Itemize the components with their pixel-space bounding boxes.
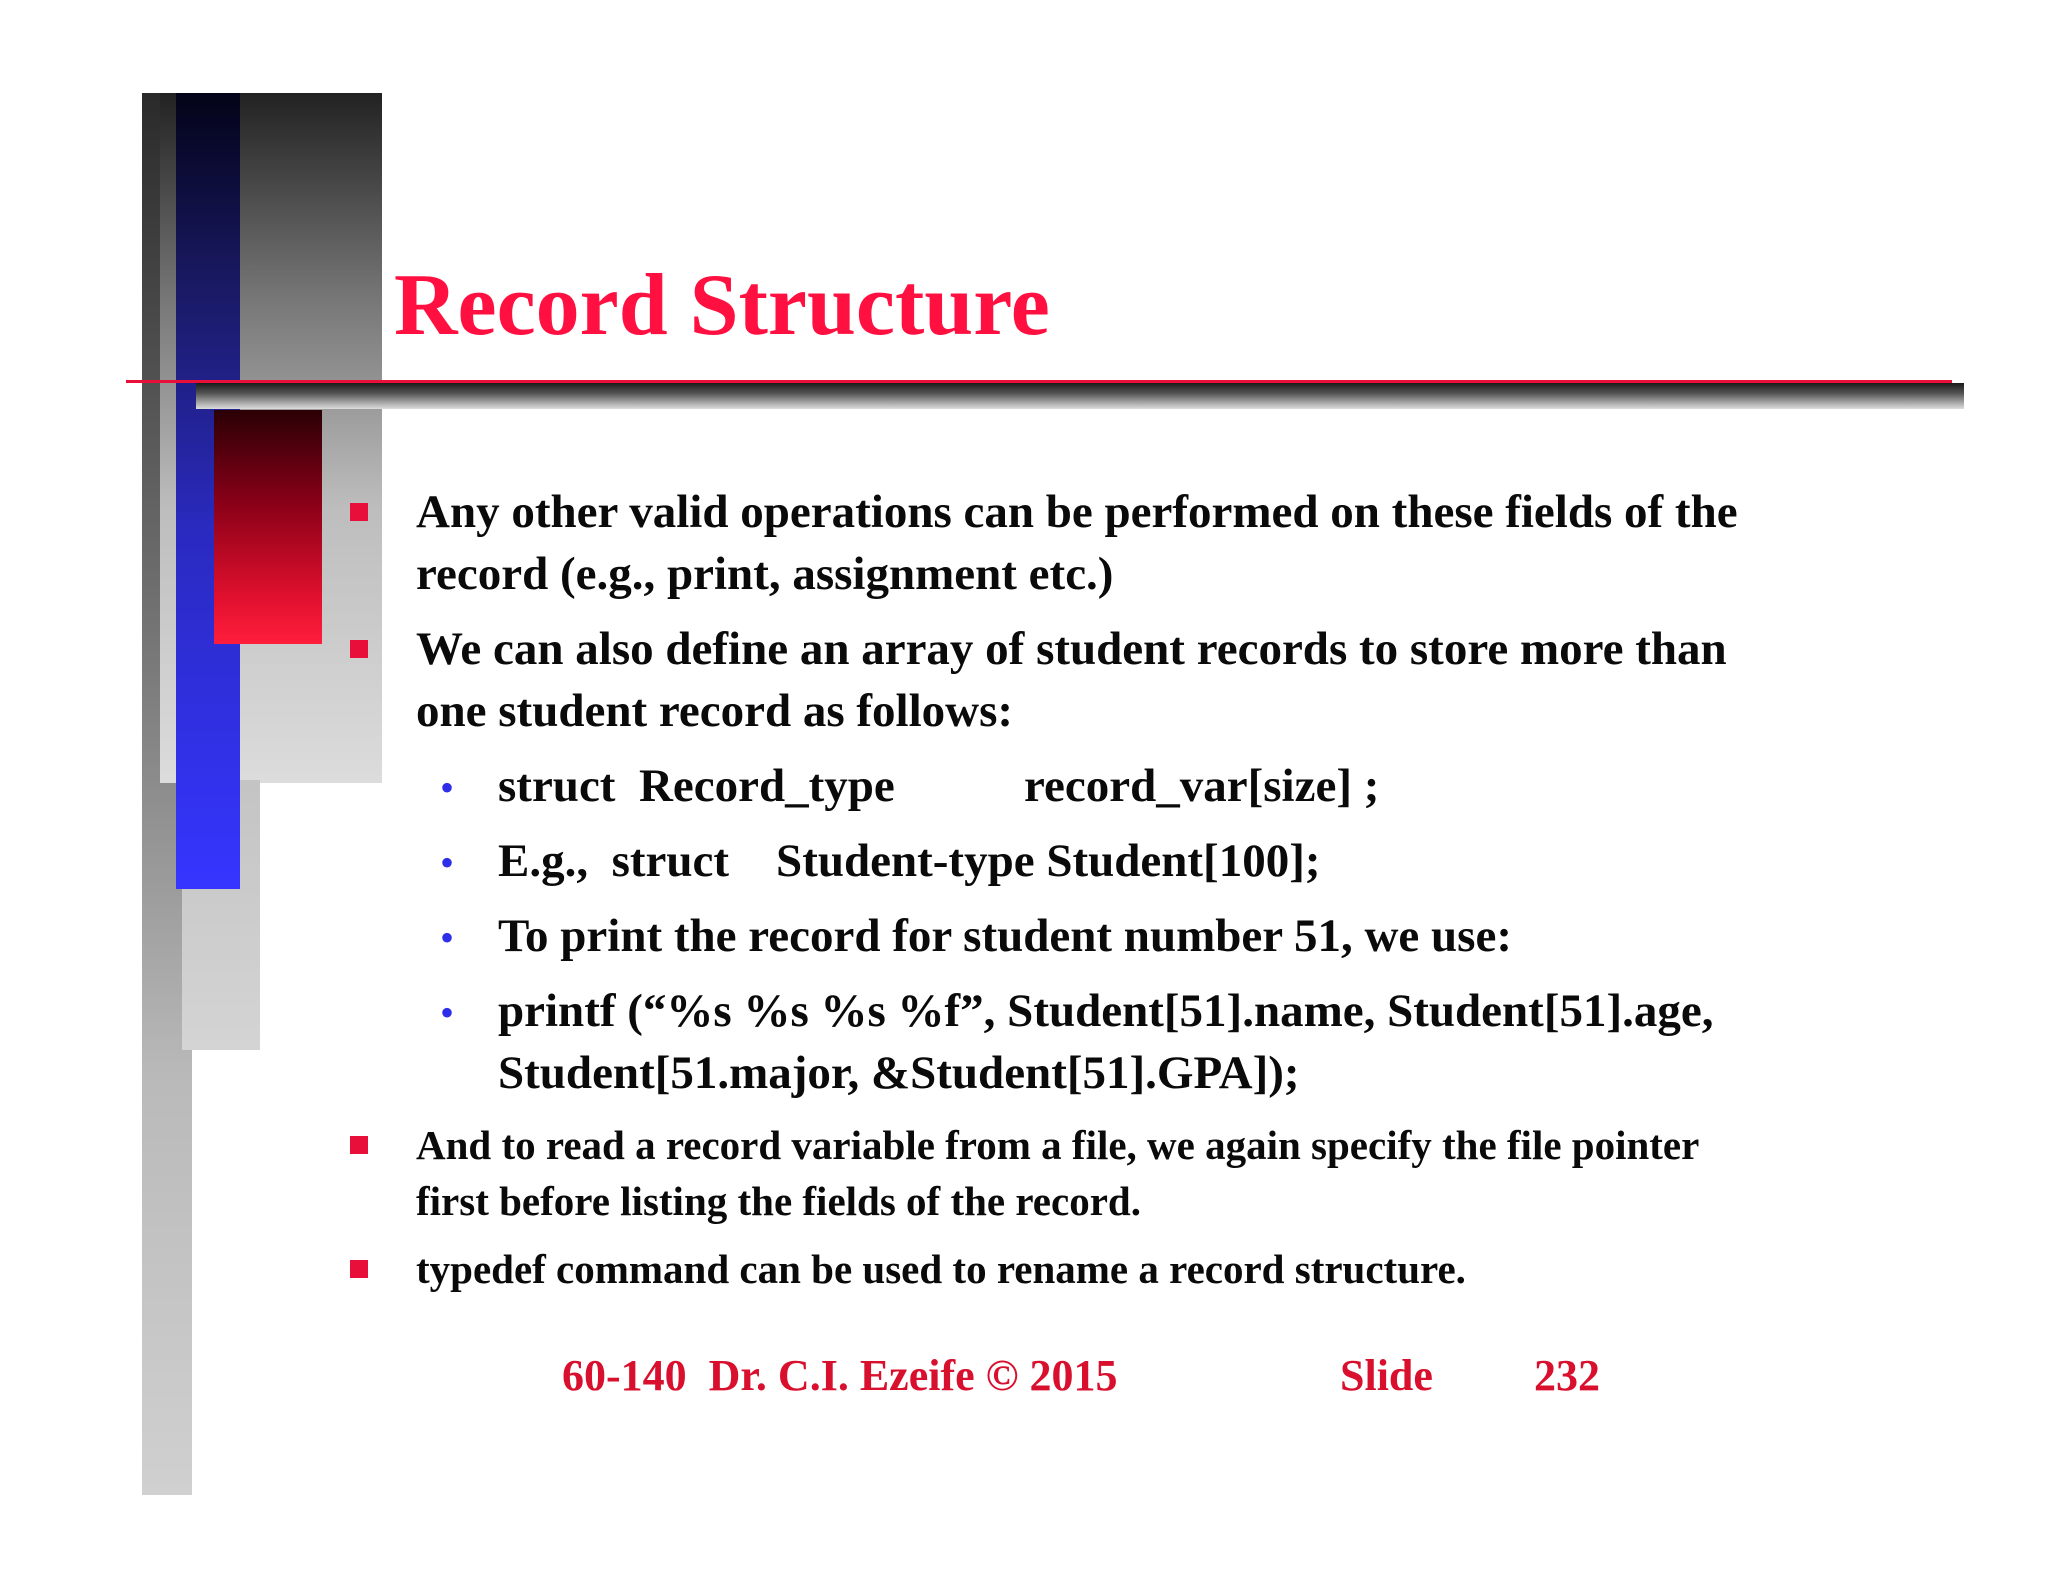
sub-bullet-line: printf (“%s %s %s %f”, Student[51].name, Student[51].age, [498, 985, 1714, 1037]
title-rule-shadow [196, 383, 1964, 409]
dot-bullet-icon: • [440, 915, 455, 960]
bullet-line: first before listing the fields of the record. [416, 1178, 1141, 1224]
slide-footer [0, 1350, 2048, 1410]
dot-bullet-icon: • [440, 990, 455, 1035]
footer-slide-label: Slide [1340, 1351, 1433, 1400]
square-bullet-icon [350, 1136, 368, 1154]
square-bullet-icon [350, 640, 368, 658]
title-rule [126, 380, 1952, 383]
bullet-line: Any other valid operations can be performed on these fields of the [416, 486, 1738, 538]
sub-bullet-line: To print the record for student number 51, we use: [498, 910, 1512, 962]
slide-title: Record Structure [394, 257, 1050, 354]
square-bullet-icon [350, 1260, 368, 1278]
dot-bullet-icon: • [440, 765, 455, 810]
dot-bullet-icon: • [440, 840, 455, 885]
bullet-line: record (e.g., print, assignment etc.) [416, 548, 1114, 600]
square-bullet-icon [350, 503, 368, 521]
bullet-line: one student record as follows: [416, 685, 1014, 737]
decor-red-block [214, 410, 322, 644]
bullet-line: typedef command can be used to rename a record structure. [416, 1246, 1466, 1292]
footer-course: 60-140 Dr. C.I. Ezeife © 2015 [562, 1351, 1118, 1400]
sub-bullet-line: struct Record_type record_var[size] ; [498, 760, 1380, 812]
sub-bullet-line: Student[51.major, &Student[51].GPA]); [498, 1047, 1300, 1099]
footer-slide-number: 232 [1534, 1351, 1600, 1400]
bullet-line: And to read a record variable from a file, we again specify the file pointer [416, 1122, 1700, 1168]
sub-bullet-line: E.g., struct Student-type Student[100]; [498, 835, 1321, 887]
bullet-line: We can also define an array of student records to store more than [416, 623, 1727, 675]
